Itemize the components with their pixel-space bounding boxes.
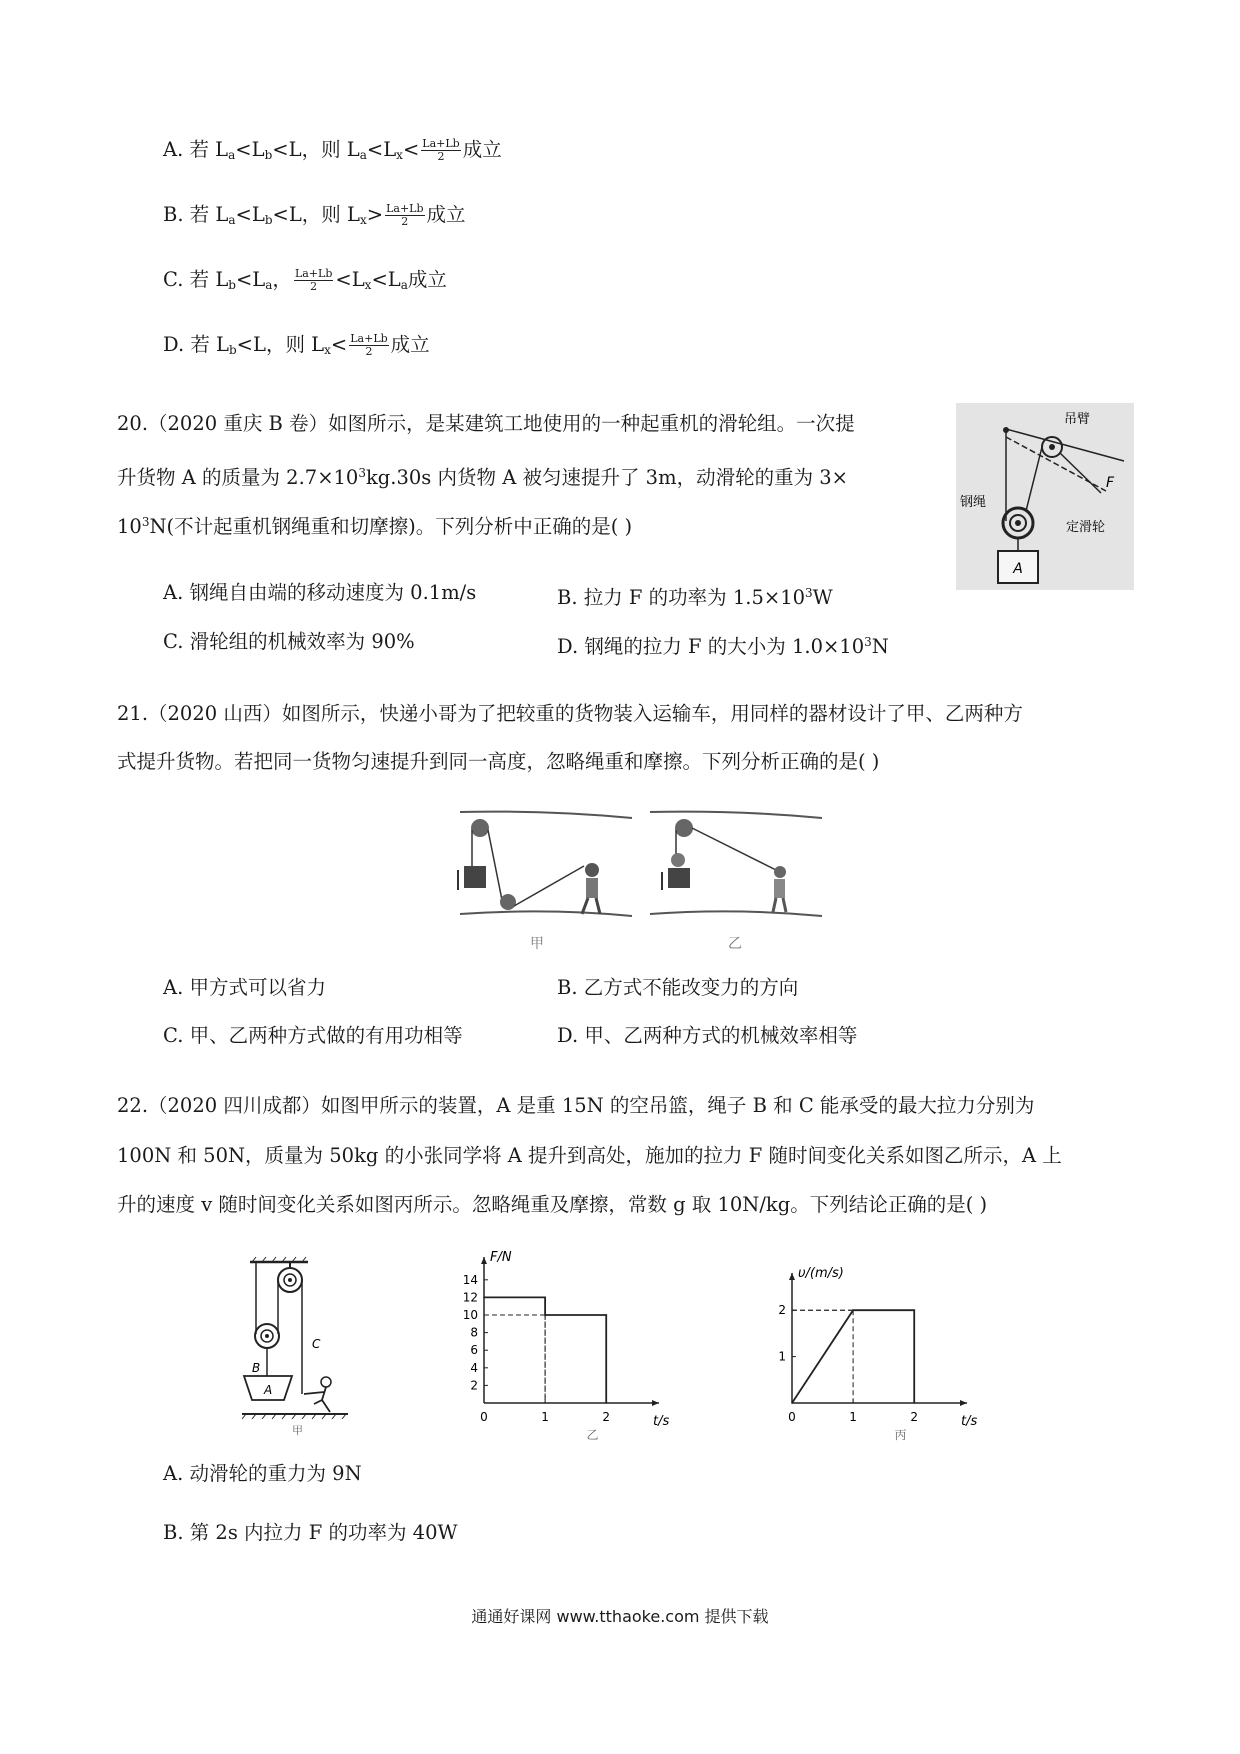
- x-tick-label: 2: [602, 1410, 611, 1424]
- q21-figure: [456, 808, 828, 962]
- q19-option-b: B. 若 $L_a<L_b<L$，则 $L_x>$ $\frac{La+Lb}{2}$ 成立: [163, 202, 466, 228]
- fraction: $\frac{La+Lb}{2}$: [350, 332, 388, 358]
- q20-stem-line1: 20.（2020 重庆 B 卷）如图所示，是某建筑工地使用的一种起重机的滑轮组。一次提: [117, 412, 855, 435]
- x-axis-label: t/s: [653, 1414, 670, 1429]
- fraction: $\frac{La+Lb}{2}$: [294, 267, 333, 293]
- q22-stem-line1: 22.（2020 四川成都）如图甲所示的装置，A 是重 15N 的空吊篮，绳子 B 和 C 能承受的最大拉力分别为: [117, 1094, 1035, 1117]
- crane-pulley-figure: [956, 403, 1134, 590]
- q19-option-d: D. 若 $L_b<L$，则 $L_x<$ $\frac{La+Lb}{2}$ 成立: [163, 332, 430, 358]
- q20-stem-line3: $10^3N$(不计起重机钢绳重和切摩擦)。下列分析中正确的是( ): [117, 515, 633, 538]
- x-tick-label: 2: [910, 1410, 919, 1424]
- fraction: $\frac{La+Lb}{2}$: [422, 137, 460, 163]
- q20-option-d: D. 钢绳的拉力 F 的大小为 $1.0\times 10^3N$: [557, 635, 889, 658]
- y-tick-label: 10: [462, 1308, 478, 1322]
- x-axis-arrow: [960, 1400, 967, 1406]
- basket-a-label: A: [264, 1383, 273, 1397]
- fraction: $\frac{La+Lb}{2}$: [386, 202, 424, 228]
- q21-option-b: B. 乙方式不能改变力的方向: [557, 976, 799, 999]
- fixed-pulley-label: 定滑轮: [1066, 520, 1106, 535]
- y-tick-label: 4: [470, 1360, 478, 1375]
- q21-stem-line2: 式提升货物。若把同一货物匀速提升到同一高度，忽略绳重和摩擦。下列分析正确的是( ): [117, 750, 880, 773]
- load-label: A: [1013, 561, 1023, 577]
- q21-option-c: C. 甲、乙两种方式做的有用功相等: [163, 1024, 463, 1047]
- y-axis-label: υ/(m/s): [798, 1266, 844, 1281]
- data-point: [544, 1314, 546, 1316]
- chart-caption: 丙: [894, 1428, 907, 1442]
- q22-pulley-figure: [242, 1256, 348, 1440]
- q19-option-c: C. 若 $L_b<L_a$， $\frac{La+Lb}{2}$ $<L_x<L_a$成立: [163, 267, 447, 293]
- data-point: [544, 1297, 546, 1299]
- x-tick-label: 0: [788, 1410, 796, 1424]
- q20-option-a: A. 钢绳自由端的移动速度为 0.1m/s: [163, 581, 477, 604]
- data-point: [852, 1309, 854, 1311]
- q21-stem-line1: 21.（2020 山西）如图所示，快递小哥为了把较重的货物装入运输车，用同样的器材设计了甲、乙两种方: [117, 702, 1023, 725]
- fig-jia-caption: 甲: [292, 1424, 303, 1437]
- q19-option-a: A. 若 $L_a<L_b<L$，则 $L_a<L_x<$ $\frac{La+Lb}{2}$ 成立: [163, 137, 502, 163]
- arm-label: 吊臂: [1064, 412, 1091, 427]
- q22-stem-line2: 100N 和 50N，质量为 50kg 的小张同学将 A 提升到高处，施加的拉力 F 随时间变化关系如图乙所示，A 上: [117, 1144, 1062, 1167]
- page-footer: 通通好课网 www.tthaoke.com 提供下载: [471, 1607, 769, 1626]
- panel-jia: [458, 812, 632, 952]
- y-tick-label: 2: [778, 1303, 786, 1318]
- y-axis-arrow: [789, 1273, 795, 1280]
- y-tick-label: 8: [470, 1325, 478, 1340]
- q21-option-d: D. 甲、乙两种方式的机械效率相等: [557, 1024, 858, 1047]
- chart-caption: 乙: [586, 1428, 599, 1442]
- q22-option-a: A. 动滑轮的重力为 9N: [163, 1462, 362, 1485]
- force-time-chart: [440, 1250, 690, 1445]
- y-tick-label: 14: [462, 1272, 478, 1287]
- y-tick-label: 1: [778, 1349, 786, 1364]
- x-tick-label: 1: [541, 1410, 549, 1424]
- y-tick-label: 12: [462, 1290, 478, 1305]
- rope-label: 钢绳: [960, 495, 987, 510]
- q20-option-b: B. 拉力 F 的功率为 $1.5\times 10^3W$: [557, 586, 833, 609]
- y-axis-label: F/N: [490, 1250, 512, 1265]
- velocity-time-chart: [770, 1250, 980, 1445]
- series-line-0: [792, 1310, 914, 1403]
- x-tick-label: 0: [480, 1410, 488, 1424]
- y-tick-label: 6: [470, 1343, 478, 1358]
- q22-option-b: B. 第 2s 内拉力 F 的功率为 40W: [163, 1521, 458, 1544]
- q21-option-a: A. 甲方式可以省力: [163, 976, 326, 999]
- y-axis-arrow: [481, 1257, 487, 1264]
- q20-option-c: C. 滑轮组的机械效率为 90%: [163, 630, 415, 653]
- x-tick-label: 1: [849, 1410, 857, 1424]
- x-axis-label: t/s: [961, 1414, 978, 1429]
- data-point: [913, 1402, 915, 1404]
- data-point: [483, 1297, 485, 1299]
- data-point: [913, 1309, 915, 1311]
- rope-b-label: B: [252, 1361, 261, 1375]
- rope-c-label: C: [312, 1337, 321, 1351]
- force-label: F: [1106, 475, 1115, 491]
- data-point: [605, 1314, 607, 1316]
- data-point: [605, 1402, 607, 1404]
- y-tick-label: 2: [470, 1378, 478, 1393]
- q22-stem-line3: 升的速度 v 随时间变化关系如图丙所示。忽略绳重及摩擦，常数 g 取 10N/kg。下列结论正确的是( ): [117, 1193, 988, 1216]
- q20-stem-line2: 升货物 A 的质量为 $2.7\times 10^3kg.30s$ 内货物 A 被匀速提升了 3m，动滑轮的重为 3×: [117, 466, 849, 489]
- panel-yi: [650, 812, 822, 952]
- panel-yi-label: 乙: [728, 936, 742, 952]
- panel-jia-label: 甲: [530, 936, 544, 952]
- data-point: [791, 1402, 793, 1404]
- x-axis-arrow: [652, 1400, 659, 1406]
